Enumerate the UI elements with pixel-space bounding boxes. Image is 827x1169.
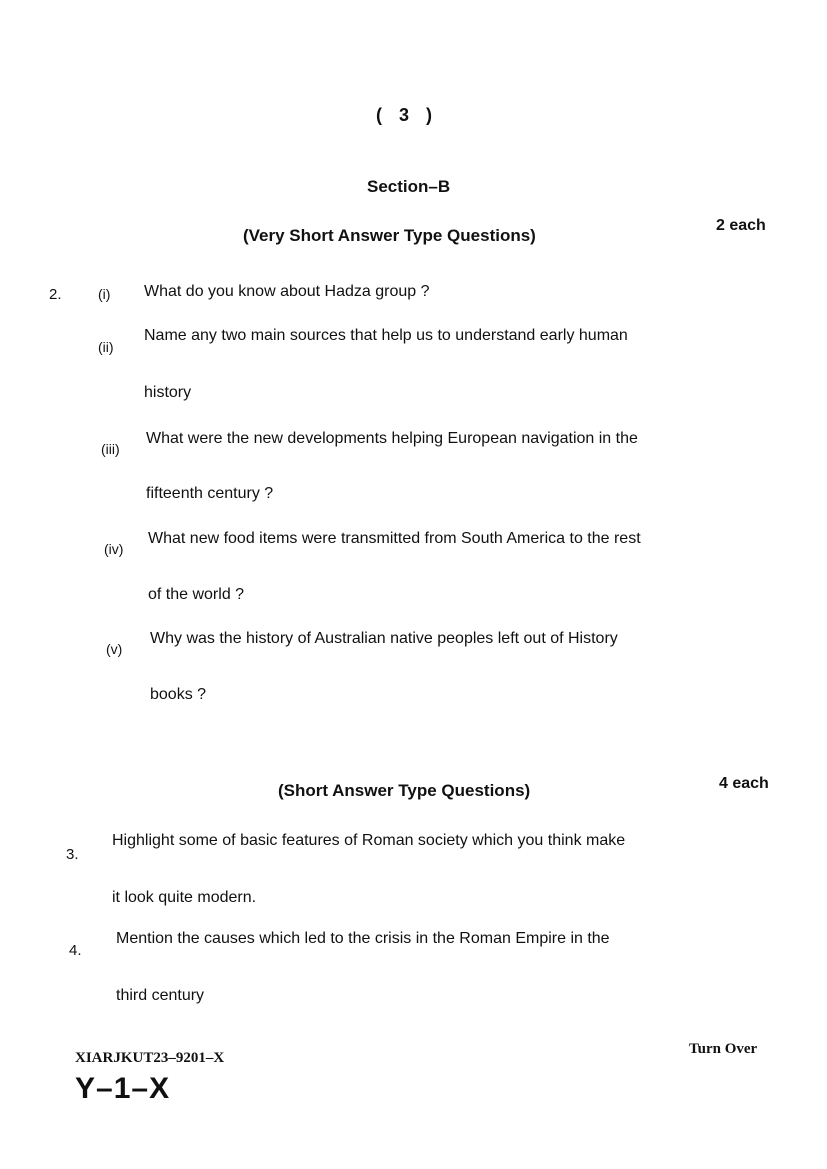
short-answer-heading: (Short Answer Type Questions) <box>278 781 531 800</box>
question-number: 2. <box>49 286 62 303</box>
question-text: Mention the causes which led to the crisis in the Roman Empire in the <box>116 930 610 947</box>
short-answer-marks: 4 each <box>719 775 769 792</box>
question-text: Highlight some of basic features of Roman society which you think make <box>112 832 626 849</box>
subquestion-label: (v) <box>106 641 123 657</box>
set-code: Y–1–X <box>75 1072 171 1105</box>
subquestion-text: What new food items were transmitted from South America to the rest <box>148 530 641 547</box>
turn-over-label: Turn Over <box>689 1041 758 1057</box>
question-text-continued: third century <box>116 987 205 1004</box>
subquestion-text: Name any two main sources that help us to understand early human <box>144 327 628 344</box>
question-number: 4. <box>69 942 82 959</box>
subquestion-label: (ii) <box>98 339 114 355</box>
subquestion-text-continued: books ? <box>150 686 207 703</box>
subquestion-label: (iv) <box>104 541 124 557</box>
subquestion-label: (i) <box>98 286 111 302</box>
subquestion-text-continued: of the world ? <box>148 586 245 603</box>
question-text-continued: it look quite modern. <box>112 889 257 906</box>
section-title: Section–B <box>367 177 451 196</box>
page-number: ( 3 ) <box>376 105 439 125</box>
subquestion-text: What do you know about Hadza group ? <box>144 283 430 300</box>
subquestion-text: Why was the history of Australian native peoples left out of History <box>150 630 618 647</box>
subquestion-text: What were the new developments helping European navigation in the <box>146 430 638 447</box>
subquestion-label: (iii) <box>101 441 120 457</box>
question-number: 3. <box>66 846 79 863</box>
subquestion-text-continued: history <box>144 384 192 401</box>
paper-code: XIARJKUT23–9201–X <box>75 1050 225 1066</box>
subquestion-text-continued: fifteenth century ? <box>146 485 274 502</box>
very-short-answer-marks: 2 each <box>716 217 766 234</box>
very-short-answer-heading: (Very Short Answer Type Questions) <box>243 226 536 245</box>
